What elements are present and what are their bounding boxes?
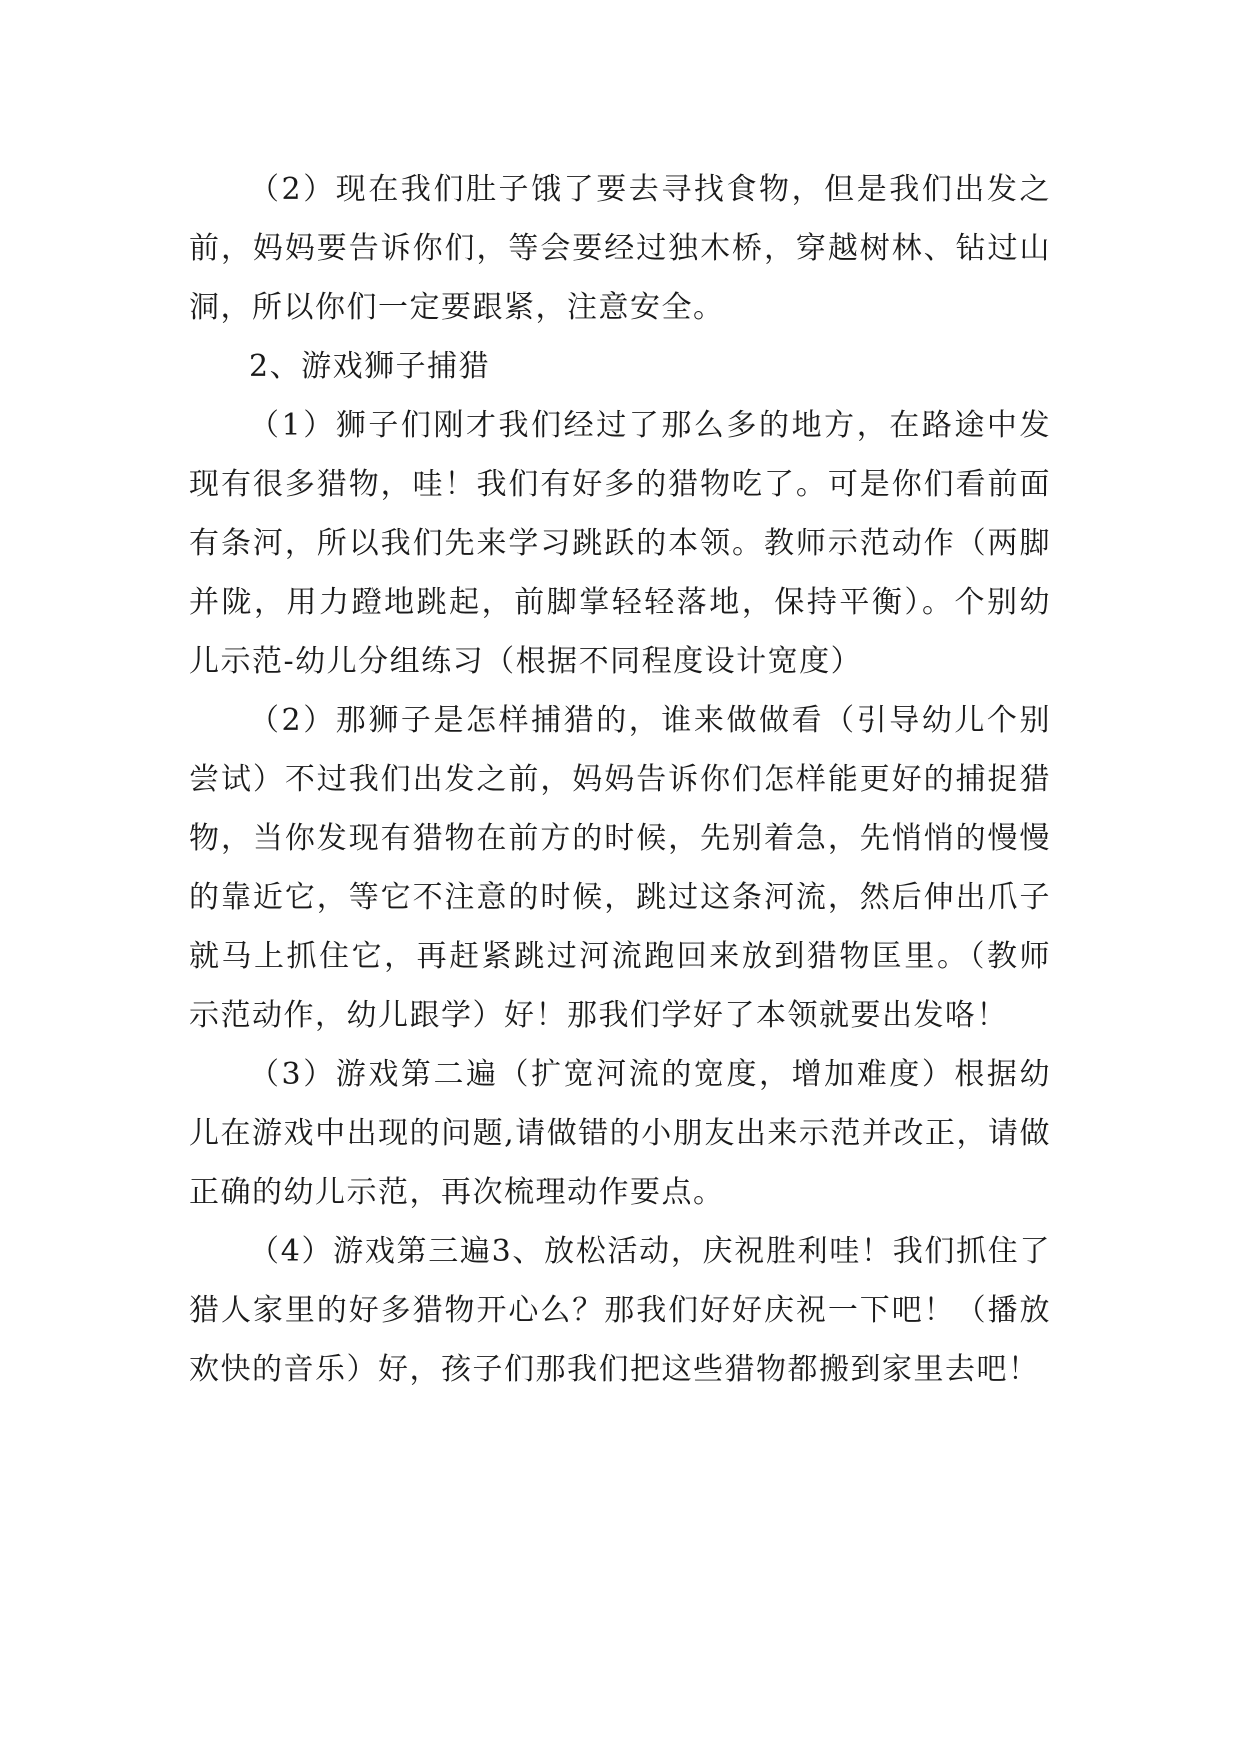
paragraph-prepare-hunt: （2）现在我们肚子饿了要去寻找食物，但是我们出发之前，妈妈要告诉你们，等会要经过独木桥，穿越树林、钻过山洞，所以你们一定要跟紧，注意安全。 — [189, 172, 1051, 325]
paragraph-how-to-hunt: （2）那狮子是怎样捕猎的，谁来做做看（引导幼儿个别尝试）不过我们出发之前，妈妈告诉你们怎样能更好的捕捉猎物，当你发现有猎物在前方的时候，先别着急，先悄悄的慢慢的靠近它，等它不注意的时候，跳过这条河流，然后伸出爪子就马上抓住它，再赶紧跳过河流跑回来放到猎物匡里。（教师示范动作，幼儿跟学）好！那我们学好了本领就要出发咯！ — [189, 703, 1051, 1033]
paragraph-jump-skill: （1）狮子们刚才我们经过了那么多的地方，在路途中发现有很多猎物，哇！我们有好多的猎物吃了。可是你们看前面有条河，所以我们先来学习跳跃的本领。教师示范动作（两脚并陇，用力蹬地跳起，前脚掌轻轻落地，保持平衡）。个别幼儿示范-幼儿分组练习（根据不同程度设计宽度） — [189, 408, 1051, 679]
paragraph-second-round: （3）游戏第二遍（扩宽河流的宽度，增加难度）根据幼儿在游戏中出现的问题,请做错的小朋友出来示范并改正，请做正确的幼儿示范，再次梳理动作要点。 — [189, 1057, 1051, 1210]
section-heading-lion-hunt: 2、游戏狮子捕猎 — [249, 349, 491, 384]
document-body — [189, 160, 1051, 1399]
paragraph-third-round-celebration: （4）游戏第三遍3、放松活动，庆祝胜利哇！我们抓住了猎人家里的好多猎物开心么？那我们好好庆祝一下吧！（播放欢快的音乐）好，孩子们那我们把这些猎物都搬到家里去吧！ — [189, 1234, 1051, 1387]
